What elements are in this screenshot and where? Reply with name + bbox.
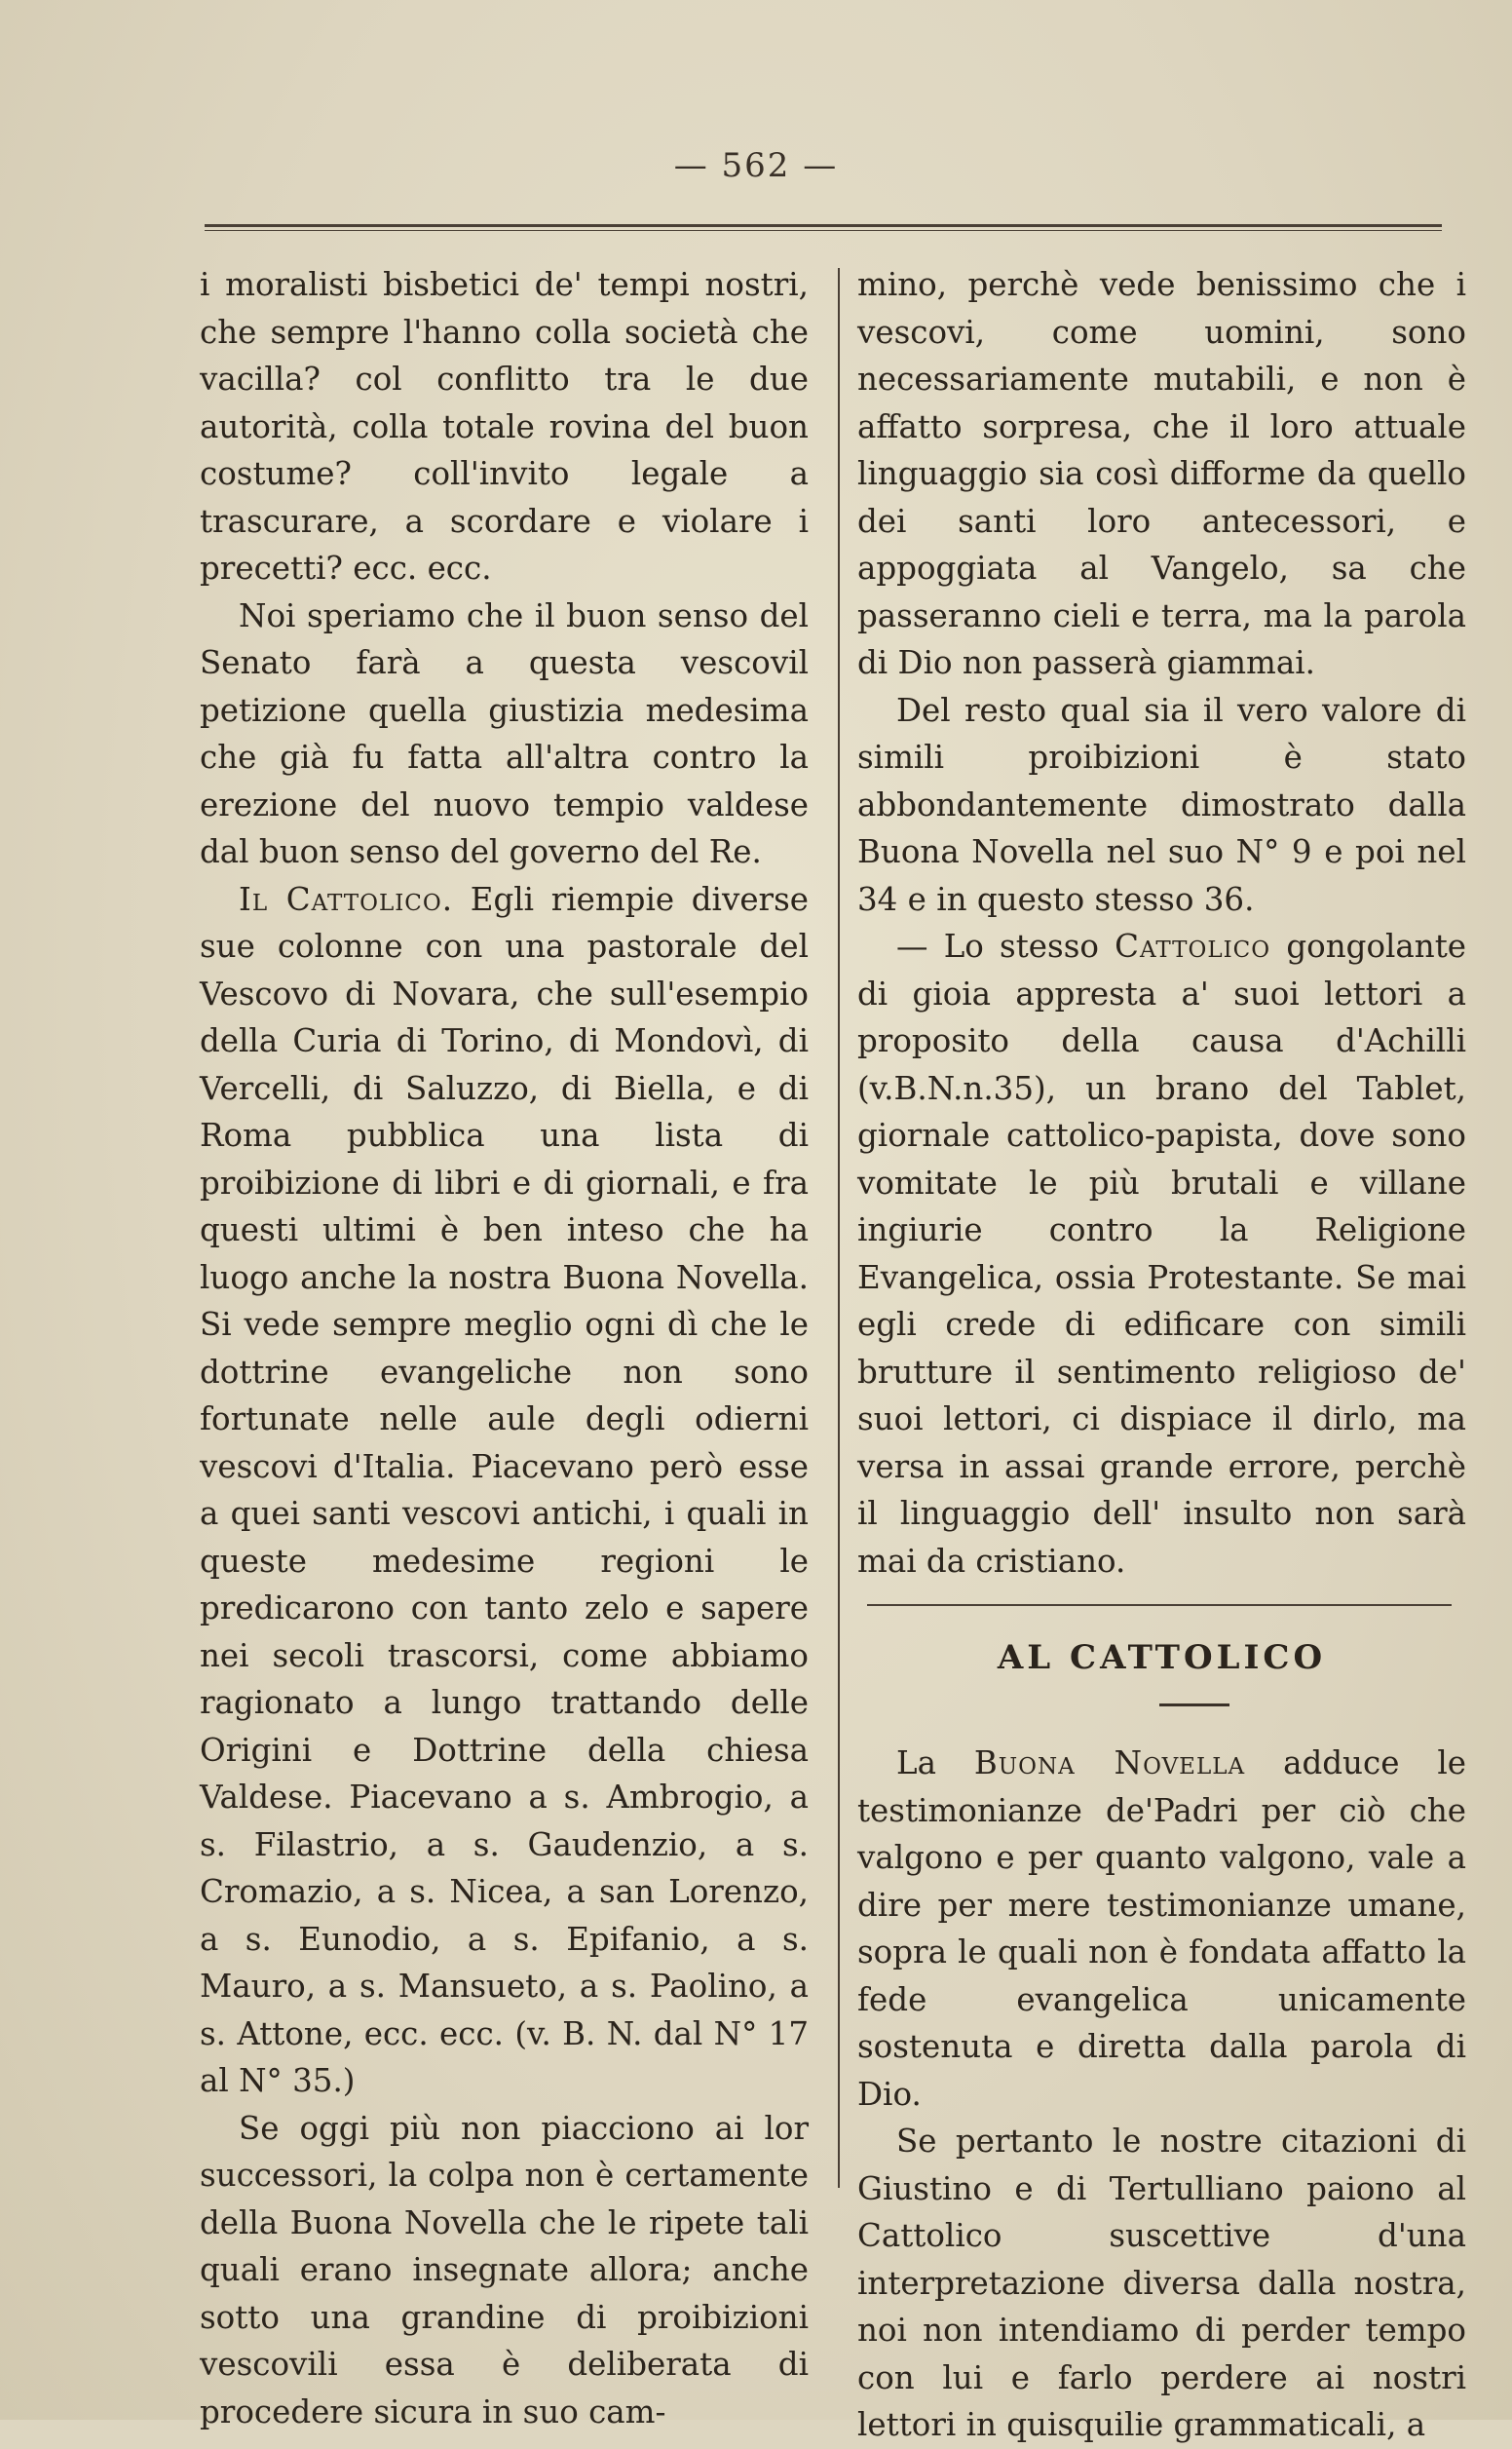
left-paragraph-1: i moralisti bisbetici de' tempi nostri, che sempre l'hanno colla società che vacilla? col conflitto tra le due autorità, colla totale rovina del buon costume? coll'invito legale a trascurare, a scordare e violare i precetti? ecc. ecc. <box>200 266 809 587</box>
left-column <box>200 261 809 2435</box>
section-rule <box>867 1604 1452 1606</box>
right-paragraph-5: Se pertanto le nostre citazioni di Giustino e di Tertulliano paiono al Cattolico suscettive d'una interpretazione diversa dalla nostra, noi non intendiamo di perder tempo con lui e farlo perdere ai nostri lettori in quisquilie grammaticali, a <box>857 2123 1466 2443</box>
right-paragraph-2: Del resto qual sia il vero valore di simili proibizioni è stato abbondantemente dimostrato dalla Buona Novella nel suo N° 9 e poi nel 34 e in questo stesso 36. <box>857 691 1466 918</box>
right-paragraph-4 <box>857 1740 1466 2118</box>
right-paragraph-1: mino, perchè vede benissimo che i vescovi, come uomini, sono necessariamente mutabili, e non è affatto sorpresa, che il loro attuale linguaggio sia così difforme da quello dei santi loro antecessori, e appoggiata al Vangelo, sa che passeranno cieli e terra, ma la parola di Dio non passerà giammai. <box>857 266 1466 681</box>
left-paragraph-3-body: Egli riempie diverse sue colonne con una pastorale del Vescovo di Novara, che sull'esempio della Curia di Torino, di Mondovì, di Vercelli, di Saluzzo, di Biella, e di Roma pubblica una lista di proibizione di libri e di giornali, e fra questi ultimi è ben inteso che ha luogo anche la nostra Buona Novella. Si vede sempre meglio ogni dì che le dottrine evangeliche non sono fortunate nelle aule degli odierni vescovi d'Italia. Piacevano però esse a quei santi vescovi antichi, i quali in queste medesime regioni le predicarono con tanto zelo e sapere nei secoli trascorsi, come abbiamo ragionato a lungo trattando delle Origini e Dottrine della chiesa Valdese. Piacevano a s. Ambrogio, a s. Filastrio, a s. Gaudenzio, a s. Cromazio, a s. Nicea, a san Lorenzo, a s. Eunodio, a s. Epifanio, a s. Mauro, a s. Mansueto, a s. Paolino, a s. Attone, ecc. ecc. (v. B. N. dal N° 17 al N° 35.) <box>200 880 809 2099</box>
right-paragraph-3-body: gongolante di gioia appresta a' suoi lettori a proposito della causa d'Achilli (v.B.N.n.35), un brano del Tablet, giornale cattolico-papista, dove sono vomitate le più brutali e villane ingiurie contro la Religione Evangelica, ossia Protestante. Se mai egli crede di edificare con simili brutture il sentimento religioso de' suoi lettori, ci dispiace il dirlo, ma versa in assai grande errore, perchè il linguaggio dell' insulto non sarà mai da cristiano. <box>857 928 1467 1580</box>
right-paragraph-4-body: adduce le testimonianze de'Padri per ciò che valgono e per quanto valgono, vale a dire per mere testimonianze umane, sopra le quali non è fondata affatto la fede evangelica unicamente sostenuta e diretta dalla parola di Dio. <box>857 1744 1466 2113</box>
left-paragraph-2: Noi speriamo che il buon senso del Senato farà a questa vescovil petizione quella giustizia medesima che già fu fatta all'altra contro la erezione del nuovo tempio valdese dal buon senso del governo del Re. <box>200 596 809 870</box>
left-paragraph-4: Se oggi più non piacciono ai lor successori, la colpa non è certamente della Buona Novella che le ripete tali quali erano insegnate allora; anche sotto una grandine di proibizioni vescovili essa è deliberata di procedere sicura in suo cam- <box>200 2109 809 2430</box>
page-number: — 562 — <box>673 146 839 185</box>
short-rule <box>1159 1703 1229 1706</box>
section-title: AL CATTOLICO <box>997 1638 1327 1677</box>
right-paragraph-3 <box>857 923 1466 1585</box>
top-rule <box>205 224 1442 231</box>
cattolico-name: Cattolico <box>1115 928 1271 965</box>
right-paragraph-4-lead: La <box>896 1744 974 1781</box>
buona-novella-name: Buona Novella <box>973 1744 1246 1781</box>
left-paragraph-3 <box>200 876 809 2105</box>
right-column <box>857 261 1466 2449</box>
right-paragraph-3-lead: — Lo stesso <box>896 928 1115 965</box>
column-divider <box>838 268 840 2188</box>
cattolico-lead: Il Cattolico. <box>239 880 454 918</box>
